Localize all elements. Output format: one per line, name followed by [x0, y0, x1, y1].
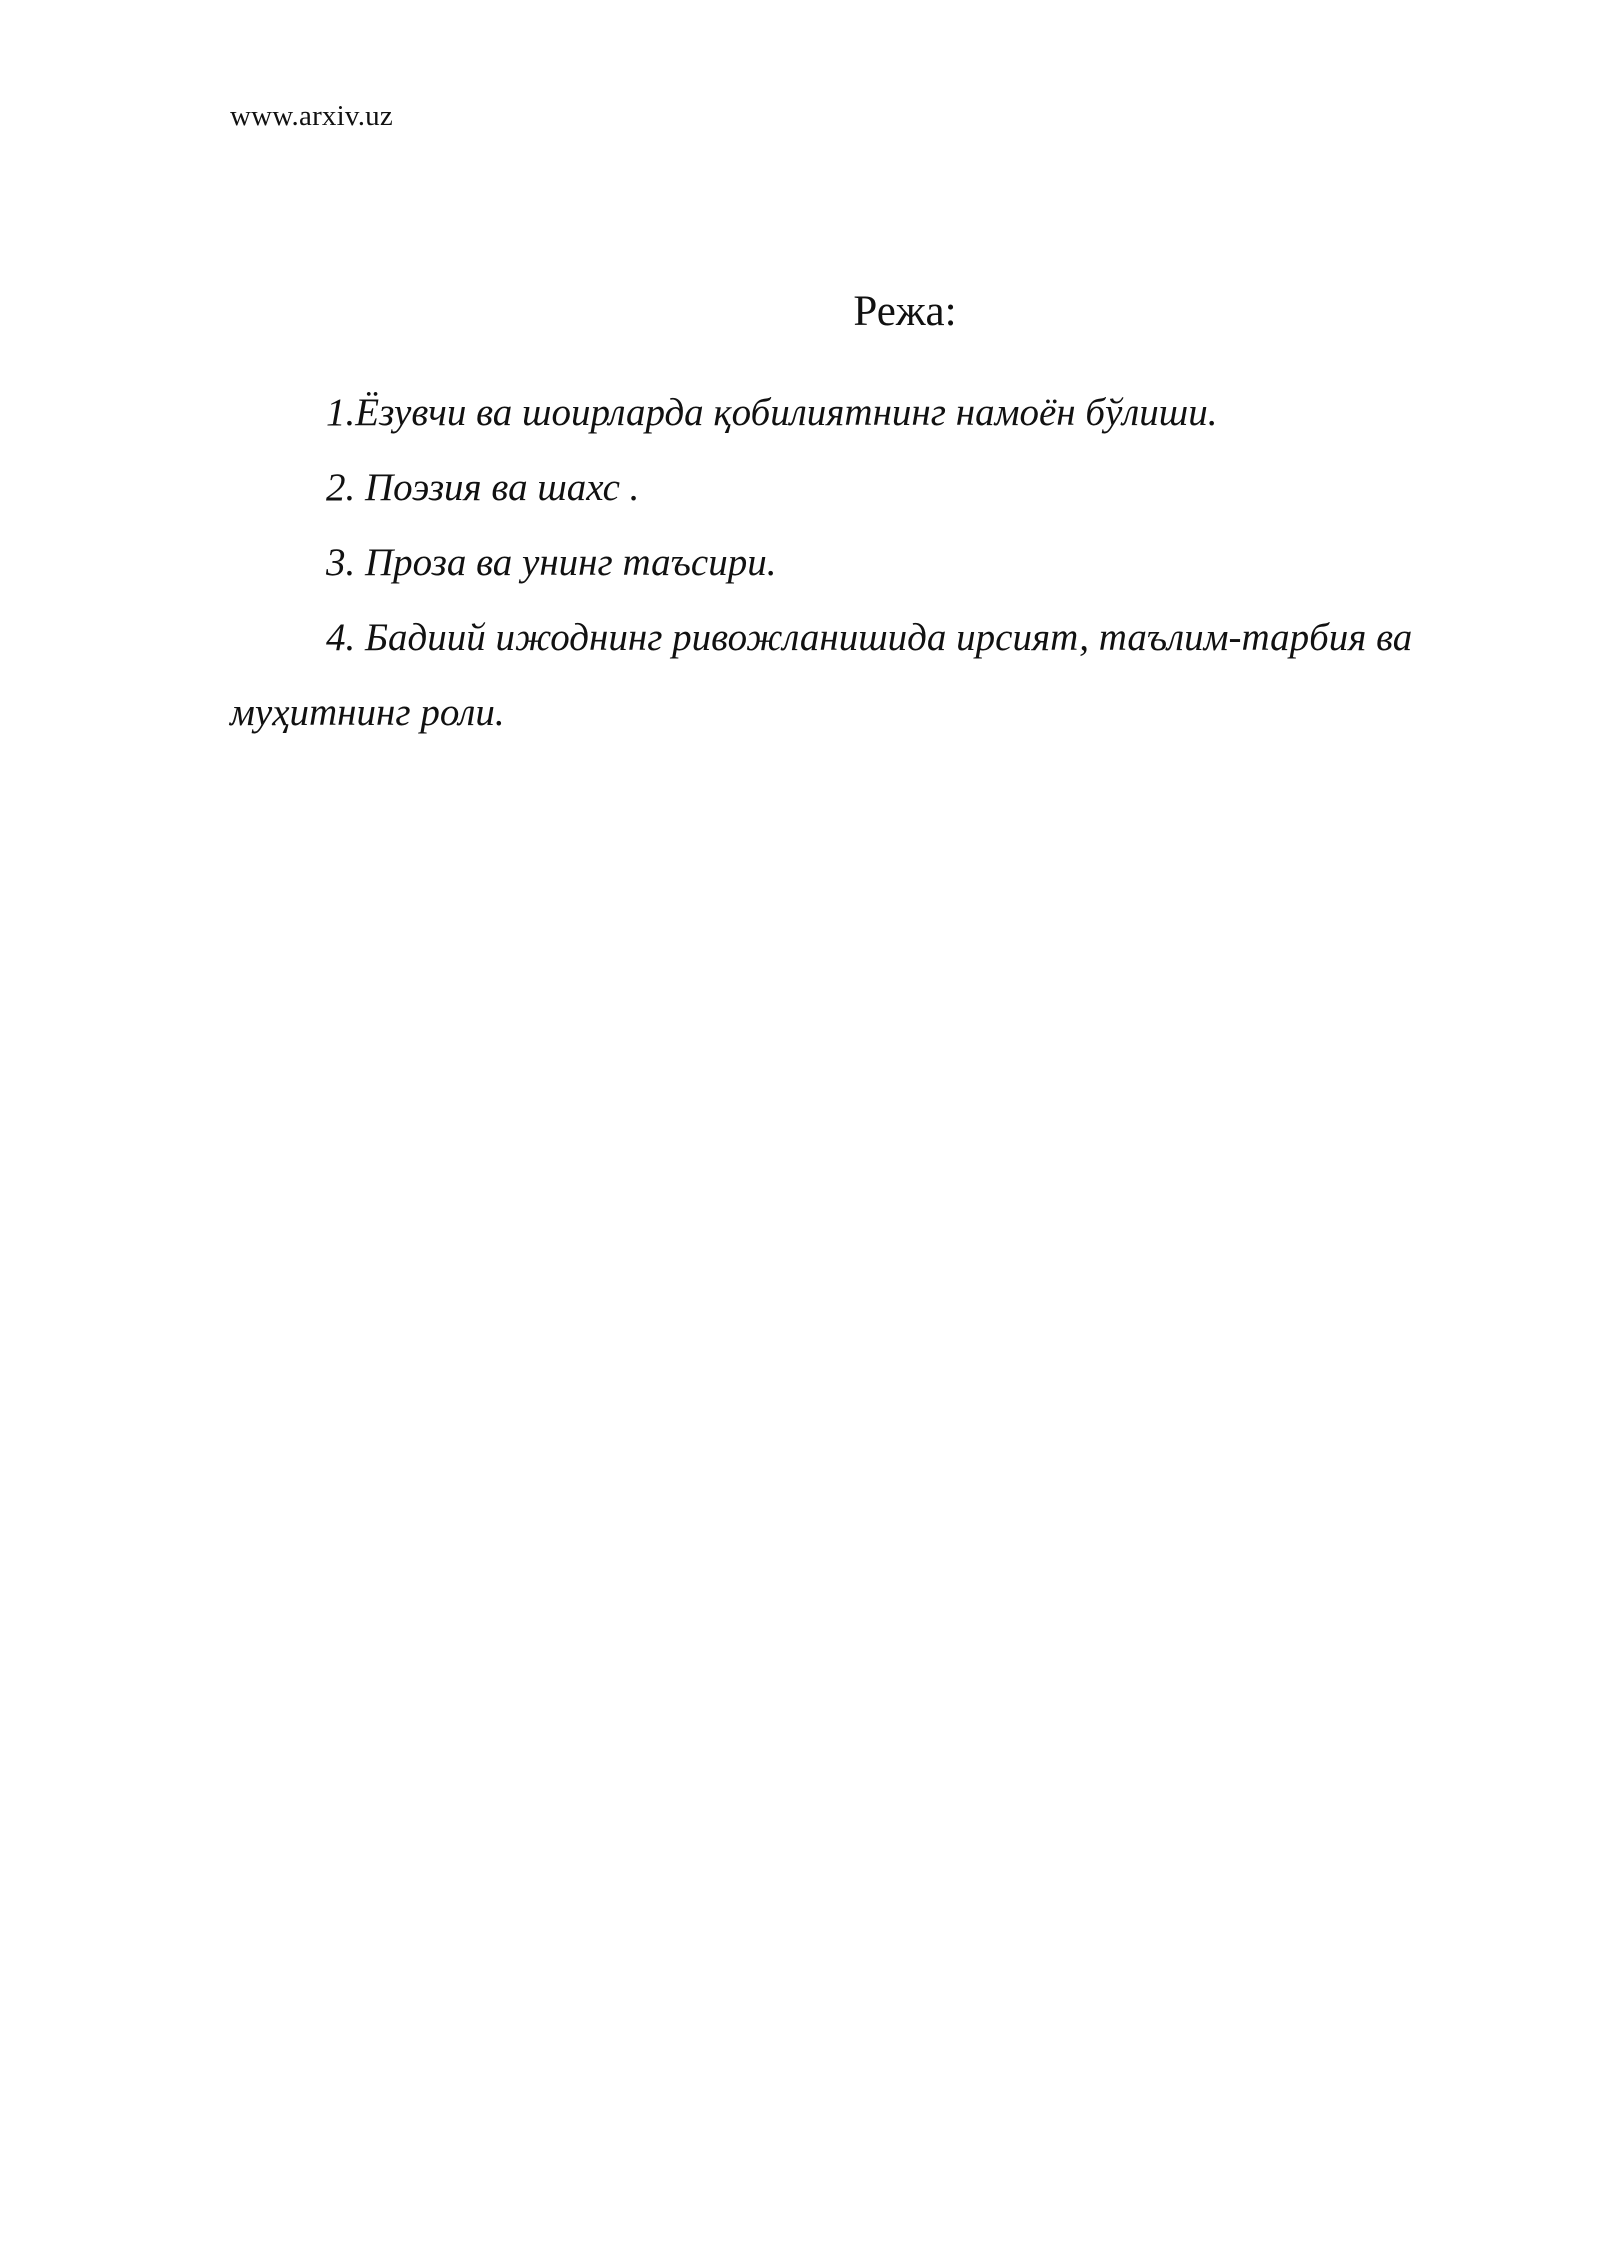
plan-item-3: 3. Проза ва унинг таъсири. — [326, 541, 777, 584]
header-url: www.arxiv.uz — [230, 100, 393, 132]
plan-list — [230, 375, 1480, 750]
plan-title: Режа: — [853, 288, 957, 335]
plan-item-2: 2. Поэзия ва шахс . — [326, 466, 640, 509]
plan-item-1: 1.Ёзувчи ва шоирларда қобилиятнинг намоён бўлиши. — [326, 391, 1218, 434]
plan-item-4: 4. Бадиий ижоднинг ривожланишида ирсият, таълим-тарбия ва муҳитнинг роли. — [230, 616, 1413, 734]
